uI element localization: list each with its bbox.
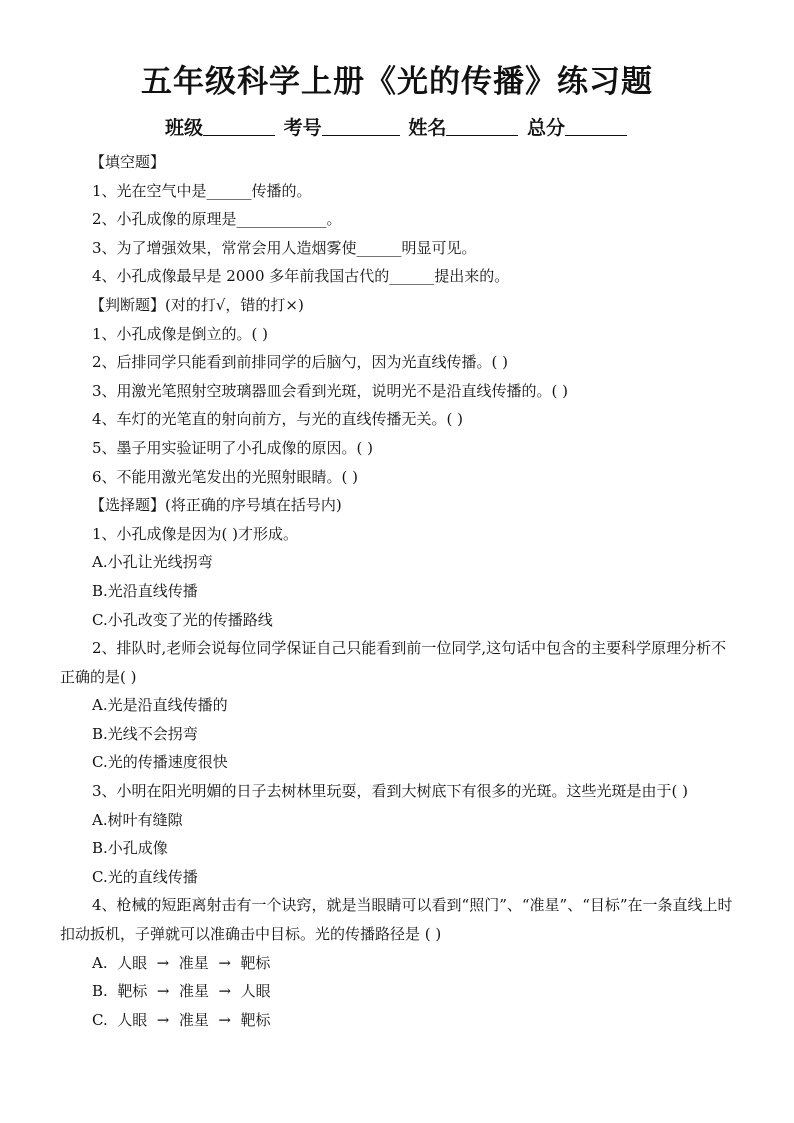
choice-option: A.小孔让光线拐弯 [92,553,213,572]
fill-item: 1、光在空气中是______传播的。 [92,181,312,200]
choice-option: B. 靶标 → 准星 → 人眼 [92,982,271,1001]
choice-q2-stem: 2、排队时,老师会说每位同学保证自己只能看到前一位同学,这句话中包含的主要科学原理分析不正确的是( ) [60,639,727,686]
judge-item: 5、墨子用实验证明了小孔成像的原因。( ) [92,438,374,457]
class-label: 班级 [165,117,204,139]
fill-section-header: 【填空题】 [90,153,166,171]
judge-section-header: 【判断题】(对的打√，错的打×) [90,295,304,314]
choice-option: C. 人眼 → 准星 → 靶标 [92,1010,271,1029]
name-blank[interactable] [446,115,518,136]
judge-item: 3、用激光笔照射空玻璃器皿会看到光斑，说明光不是沿直线传播的。( ) [92,381,569,400]
choice-q4-stem: 4、枪械的短距离射击有一个诀窍，就是当眼睛可以看到“照门”、“准星”、“目标”在一条直线上时扣动扳机，子弹就可以准确击中目标。光的传播路径是 ( ) [60,896,733,944]
page-title: 五年级科学上册《光的传播》练习题 [141,64,653,100]
question-content [60,148,740,1034]
choice-option: C.光的传播速度很快 [92,753,228,772]
choice-option: C.小孔改变了光的传播路线 [92,610,273,629]
choice-q1-stem: 1、小孔成像是因为( )才形成。 [92,524,299,543]
fill-item: 4、小孔成像最早是 2000 多年前我国古代的______提出来的。 [92,267,510,286]
score-label: 总分 [526,117,565,139]
choice-option: A.光是沿直线传播的 [92,696,228,715]
choice-section-header: 【选择题】(将正确的序号填在括号内) [90,496,342,515]
choice-q3-stem: 3、小明在阳光明媚的日子去树林里玩耍，看到大树底下有很多的光斑。这些光斑是由于( ) [92,782,689,801]
number-label: 考号 [283,117,322,139]
choice-option: C.光的直线传播 [92,867,198,886]
score-blank[interactable] [565,115,627,136]
choice-option: A.树叶有缝隙 [92,810,183,829]
judge-item: 6、不能用激光笔发出的光照射眼睛。( ) [92,467,359,486]
choice-option: B.小孔成像 [92,839,168,858]
choice-option: B.光线不会拐弯 [92,724,198,743]
judge-note: (对的打√，错的打×) [165,295,304,314]
judge-item: 4、车灯的光笔直的射向前方，与光的直线传播无关。( ) [92,410,464,429]
judge-item: 2、后排同学只能看到前排同学的后脑勺，因为光直线传播。( ) [92,353,509,372]
choice-note: (将正确的序号填在括号内) [165,496,342,515]
choice-option: A. 人眼 → 准星 → 靶标 [92,953,271,972]
fill-item: 2、小孔成像的原理是____________。 [92,210,342,229]
student-info-row [0,114,794,142]
class-blank[interactable] [203,115,275,136]
choice-option: B.光沿直线传播 [92,581,198,600]
fill-item: 3、为了增强效果，常常会用人造烟雾使______明显可见。 [92,238,477,257]
name-label: 姓名 [408,117,447,139]
judge-item: 1、小孔成像是倒立的。( ) [92,324,269,343]
number-blank[interactable] [322,115,400,136]
